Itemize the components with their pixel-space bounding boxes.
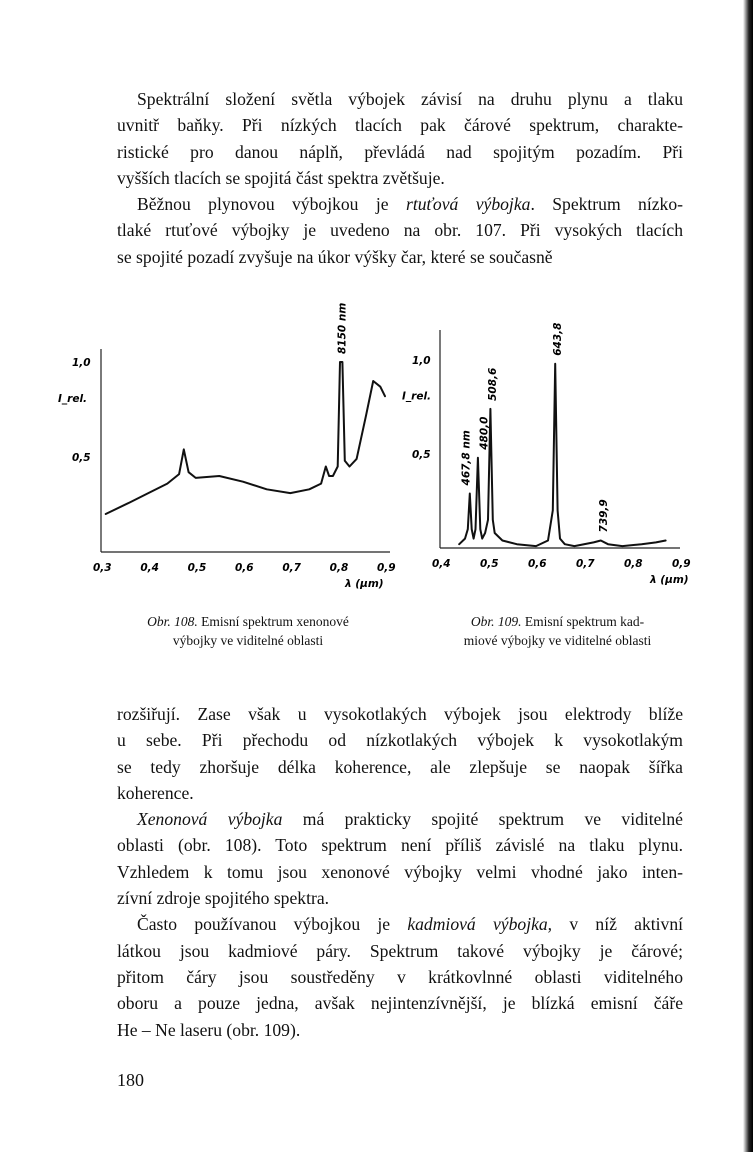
text-line <box>117 832 683 858</box>
text-span: zívní zdroje spojitého spektra. <box>117 888 330 909</box>
text-span: vyšších tlacích se spojitá část spektra zvětšuje. <box>117 167 445 188</box>
text-span: rozšiřují. Zase však u vysokotlakých výbojek jsou elektrody blíže <box>117 704 683 724</box>
x-axis-label: λ (μm) <box>345 578 384 590</box>
caption-fig108 <box>98 612 398 650</box>
italic-term: rtuťová výbojka <box>405 194 531 215</box>
text-span: . Spektrum nízko- <box>530 194 684 215</box>
text-span: He – Ne laseru (obr. 109). <box>117 1019 301 1040</box>
text-line <box>117 727 683 753</box>
text-span: oblasti (obr. 108). Toto spektrum není příliš závislé na tlaku plynu. <box>117 835 683 856</box>
text-span: tlaké rtuťové výbojky je uvedeno na obr. 107. Při vysokých tlacích <box>117 220 683 241</box>
x-tick-label: 0,4 <box>140 562 159 574</box>
x-tick-label: 0,6 <box>235 562 254 574</box>
caption-label: Obr. 109. <box>470 614 522 629</box>
text-span: má prakticky spojité spektrum ve viditelné <box>282 809 683 830</box>
text-line <box>117 964 683 990</box>
x-tick-label: 0,5 <box>480 558 499 570</box>
x-tick-label: 0,8 <box>624 558 643 570</box>
y-tick-label: 0,5 <box>72 452 91 464</box>
italic-term: Xenonová výbojka <box>137 809 283 830</box>
text-line <box>117 701 683 727</box>
text-span: Často používanou výbojkou je <box>137 914 408 935</box>
peak-label: 8150 nm <box>336 302 349 354</box>
peak-label: 467,8 nm <box>460 430 473 486</box>
text-line <box>117 1017 683 1043</box>
text-span: uvnitř baňky. Při nízkých tlacích pak čárové spektrum, charakte- <box>117 115 683 136</box>
text-span: ristické pro danou náplň, převládá nad spojitým pozadím. Při <box>117 141 683 162</box>
text-line <box>117 938 683 964</box>
text-line <box>117 911 683 937</box>
text-span: u sebe. Při přechodu od nízkotlakých výbojek k vysokotlakým <box>117 730 683 751</box>
spectrum-line <box>106 362 385 514</box>
text-span: oboru a pouze jedna, avšak nejintenzívnější, je blízká emisní čáře <box>117 993 683 1014</box>
text-line <box>117 990 683 1016</box>
text-block-bottom <box>117 701 683 1043</box>
italic-term: kadmiová výbojka, <box>407 914 553 935</box>
text-span: v níž aktivní <box>552 914 683 935</box>
x-tick-label: 0,8 <box>329 562 349 574</box>
text-line <box>117 780 683 806</box>
x-tick-label: 0,5 <box>187 562 207 574</box>
page-number: 180 <box>117 1070 144 1090</box>
y-axis-label: I_rel. <box>402 390 432 403</box>
peak-label: 480,0 <box>478 416 491 450</box>
x-axis-label: λ (μm) <box>650 574 689 586</box>
x-tick-label: 0,7 <box>282 562 301 574</box>
text-line <box>117 885 683 911</box>
text-span: přitom čáry jsou soustředěny v krátkovlnné oblasti viditelného <box>117 966 683 987</box>
text-span: se spojité pozadí zvyšuje na úkor výšky čar, které se současně <box>117 246 553 267</box>
caption-text: Emisní spektrum xenonové <box>197 614 349 629</box>
caption-text: Emisní spektrum kad- <box>521 614 645 629</box>
caption-text: miové výbojky ve viditelné oblasti <box>463 633 652 648</box>
text-line <box>117 806 683 832</box>
text-span: Vzhledem k tomu jsou xenonové výbojky velmi vhodné jako inten- <box>117 861 683 882</box>
caption-label: Obr. 108. <box>147 614 198 629</box>
peak-label: 508,6 <box>487 367 500 401</box>
text-span: látkou jsou kadmiové páry. Spektrum takové výbojky je čárové; <box>117 940 683 961</box>
x-tick-label: 0,9 <box>377 562 396 574</box>
x-tick-label: 0,4 <box>432 558 451 570</box>
x-tick-label: 0,6 <box>528 558 547 570</box>
text-line <box>117 754 683 780</box>
peak-label: 643,8 <box>552 322 565 356</box>
text-span: Spektrální složení světla výbojek závisí na druhu plynu a tlaku <box>137 89 683 109</box>
text-span: koherence. <box>117 782 194 803</box>
x-tick-label: 0,7 <box>576 558 595 570</box>
y-axis-label: I_rel. <box>58 393 88 405</box>
x-tick-label: 0,9 <box>672 558 691 570</box>
y-tick-label: 1,0 <box>72 357 91 369</box>
y-tick-label: 0,5 <box>412 449 431 461</box>
text-span: se tedy zhoršuje délka koherence, ale zlepšuje se naopak šířka <box>117 756 683 777</box>
text-line <box>117 859 683 885</box>
caption-text: výbojky ve viditelné oblasti <box>172 633 324 648</box>
text-span: Běžnou plynovou výbojkou je <box>137 194 406 215</box>
x-tick-label: 0,3 <box>93 562 112 574</box>
caption-fig109 <box>425 612 690 650</box>
peak-label: 739,9 <box>598 499 611 533</box>
y-tick-label: 1,0 <box>412 355 431 367</box>
